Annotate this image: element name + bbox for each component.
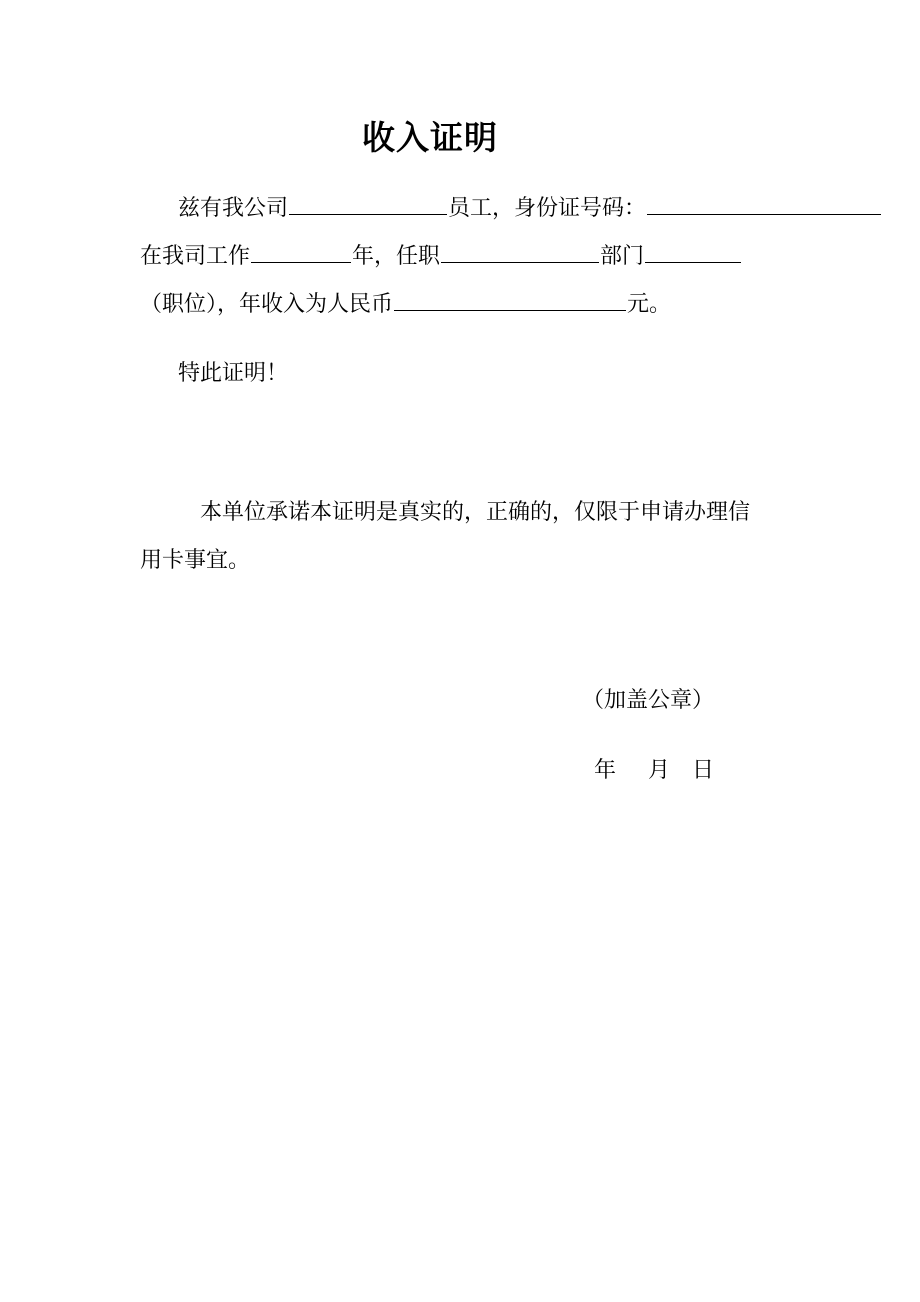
date-month: 月 [648, 758, 671, 783]
company-text: 兹有我公司 [178, 196, 289, 221]
commitment-line-2: 用卡事宜。 [140, 548, 251, 573]
position-blank[interactable] [645, 240, 741, 263]
document-title: 收入证明 [362, 118, 498, 157]
position-label: 年，任职 [352, 244, 441, 269]
income-label: （职位），年收入为人民币 [140, 292, 394, 317]
work-years-blank[interactable] [251, 240, 351, 263]
id-number-blank[interactable] [647, 192, 881, 215]
paragraph-line-2 [140, 240, 742, 272]
date-year: 年 [594, 758, 617, 783]
department-blank[interactable] [441, 240, 599, 263]
date-day: 日 [692, 758, 715, 783]
paragraph-line-1 [178, 192, 882, 224]
seal-placeholder: （加盖公章） [582, 688, 715, 713]
currency-unit: 元。 [627, 292, 672, 317]
employee-name-blank[interactable] [289, 192, 447, 215]
paragraph-line-3 [140, 288, 671, 320]
employee-id-label: 员工，身份证号码： [448, 196, 647, 221]
work-years-label: 在我司工作 [140, 244, 251, 269]
declaration-text: 特此证明！ [178, 361, 289, 386]
income-amount-blank[interactable] [394, 288, 626, 311]
date-line [594, 756, 714, 786]
commitment-line-1: 本单位承诺本证明是真实的，正确的，仅限于申请办理信 [200, 500, 751, 525]
department-label: 部门 [600, 244, 645, 269]
